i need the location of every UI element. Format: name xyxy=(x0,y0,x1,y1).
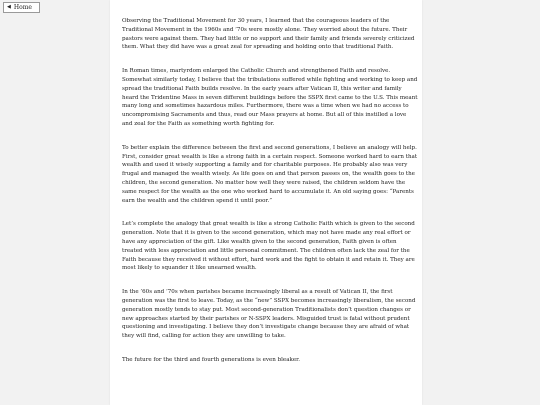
article-body xyxy=(122,17,418,380)
article-paragraph: Observing the Traditional Movement for 30 years, I learned that the courageous leaders of the Traditional Movement in the 1960s and ’70s were mostly alone. They worried about the future. Their pastors were against them. They had little or no support and their family and friends severely criticized them. What they did have was a great zeal for spreading and holding onto that traditional Faith. xyxy=(122,18,415,51)
article-paragraph: In Roman times, martyrdom enlarged the Catholic Church and strengthened Faith and resolve. Somewhat similarly today, I believe that the tribulations suffered while fighting and working to keep and spread the traditional Faith builds resolve. In the early years after Vatican II, this writer and family heard the Tridentine Mass in seven different buildings before the SSPX first came to the U.S. This meant many long and sometimes hazardous miles. Furthermore, there was a time when we had no access to uncompromising Sacraments and thus, read our Mass prayers at home. But all of this instilled a love and zeal for the Faith as something worth fighting for. xyxy=(122,68,418,127)
article-paragraph: Let’s complete the analogy that great wealth is like a strong Catholic Faith which is given to the second generation. Note that it is given to the second generation, which may not have made any real effort or have any appreciation of the gift. Like wealth given to the second generation, Faith given is often treated with less appreciation and little personal commitment. The children often lack the zeal for the Faith because they received it without effort, hard work and the fight to obtain it and retain it. They are most likely to squander it like unearned wealth. xyxy=(122,221,415,272)
article-page xyxy=(110,0,422,405)
article-paragraph: In the ’60s and ’70s when parishes became increasingly liberal as a result of Vatican II, the first generation was the first to leave. Today, as the “new” SSPX becomes increasingly liberalism, the second generation mostly tends to stay put. Most second-generation Traditionalists don’t question changes or new approaches started by their parishes or N-SSPX leaders. Misguided trust is fatal without prudent questioning and investigating. I believe they don’t investigate change because they are afraid of what they will find, calling for action they are unwilling to take. xyxy=(122,289,416,340)
home-button[interactable] xyxy=(3,2,40,13)
left-triangle-icon: ◀ xyxy=(7,4,11,10)
article-paragraph: The future for the third and fourth generations is even bleaker. xyxy=(122,356,300,363)
article-paragraph: To better explain the difference between the first and second generations, I believe an analogy will help. First, consider great wealth is like a strong faith in a certain respect. Someone worked hard to earn that wealth and used it wisely supporting a family and for charitable purposes. He probably also was very frugal and managed the wealth wisely. As life goes on and that person passes on, the wealth goes to the children, the second generation. No matter how well they were raised, the children seldom have the same respect for the wealth as the one who worked hard to accumulate it. An old saying goes: “Parents earn the wealth and the children spend it until poor.” xyxy=(122,144,418,204)
home-button-label: Home xyxy=(13,4,32,11)
